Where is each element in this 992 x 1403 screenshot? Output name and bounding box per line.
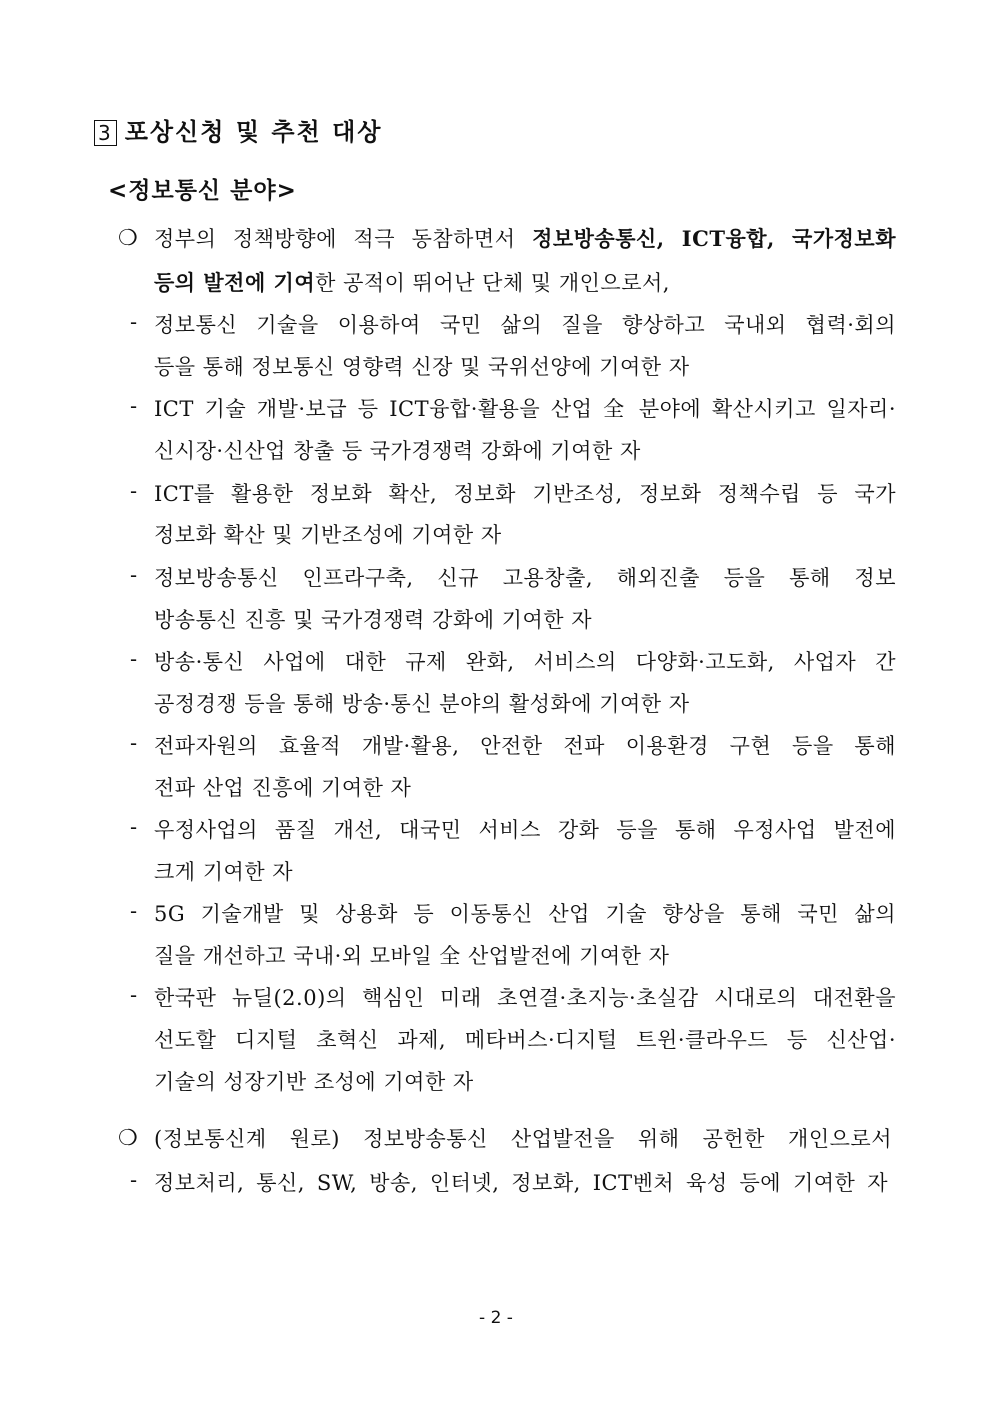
- bullet1-bold-c: 등의 발전에 기여: [154, 270, 316, 295]
- circle-bullet-icon: ❍: [118, 1126, 138, 1151]
- bullet1-line2: [154, 268, 670, 298]
- dash-marker: -: [130, 983, 138, 1007]
- dash-marker: -: [130, 899, 138, 923]
- item-line: 정보화 확산 및 기반조성에 기여한 자: [154, 523, 502, 547]
- item-line: 우정사업의 품질 개선, 대국민 서비스 강화 등을 통해 우정사업 발전에: [154, 818, 896, 842]
- dash-marker: -: [130, 479, 138, 503]
- item-line: 방송·통신 사업에 대한 규제 완화, 서비스의 다양화·고도화, 사업자 간: [154, 650, 896, 674]
- item-line: ICT 기술 개발·보급 등 ICT융합·활용을 산업 全 분야에 확산시키고 일자리·: [154, 397, 896, 421]
- bullet1-text-a: 정부의 정책방향에 적극 동참하면서: [154, 227, 533, 251]
- bullet1-text-d: 한 공적이 뛰어난 단체 및 개인으로서,: [315, 271, 670, 295]
- item-line: 신시장·신산업 창출 등 국가경쟁력 강화에 기여한 자: [154, 439, 641, 463]
- page-number: - 2 -: [479, 1308, 513, 1328]
- item-line: 선도할 디지털 초혁신 과제, 메타버스·디지털 트윈·클라우드 등 신산업·: [154, 1028, 896, 1052]
- item-line: 방송통신 진흥 및 국가경쟁력 강화에 기여한 자: [154, 608, 592, 632]
- dash-marker: -: [130, 815, 138, 839]
- item-line: 전파자원의 효율적 개발·활용, 안전한 전파 이용환경 구현 등을 통해: [154, 734, 896, 758]
- bullet1-line1: [154, 224, 896, 254]
- item-line: 기술의 성장기반 조성에 기여한 자: [154, 1070, 474, 1094]
- item-line: 질을 개선하고 국내·외 모바일 全 산업발전에 기여한 자: [154, 944, 670, 968]
- subsection-title: <정보통신 분야>: [108, 178, 297, 204]
- section-number-box: 3: [94, 120, 117, 146]
- item-line: 한국판 뉴딜(2.0)의 핵심인 미래 초연결·초지능·초실감 시대로의 대전환을: [154, 986, 896, 1010]
- section-title: 포상신청 및 추천 대상: [124, 118, 383, 146]
- dash-marker: -: [130, 647, 138, 671]
- item-line: 크게 기여한 자: [154, 860, 294, 884]
- item-line: ICT를 활용한 정보화 확산, 정보화 기반조성, 정보화 정책수립 등 국가: [154, 482, 896, 506]
- item-line: 정보방송통신 인프라구축, 신규 고용창출, 해외진출 등을 통해 정보: [154, 566, 896, 590]
- item-line: 정보통신 기술을 이용하여 국민 삶의 질을 향상하고 국내외 협력·회의: [154, 313, 896, 337]
- item-line: 등을 통해 정보통신 영향력 신장 및 국위선양에 기여한 자: [154, 355, 690, 379]
- item-line: 전파 산업 진흥에 기여한 자: [154, 776, 412, 800]
- dash-marker: -: [130, 731, 138, 755]
- bullet1-bold-b: 정보방송통신, ICT융합, 국가정보화: [532, 226, 896, 251]
- dash-marker: -: [130, 310, 138, 334]
- section-heading: [94, 112, 382, 147]
- dash-marker: -: [130, 1168, 138, 1192]
- bullet2-sub-line: 정보처리, 통신, SW, 방송, 인터넷, 정보화, ICT벤처 육성 등에 기여한 자: [154, 1171, 888, 1195]
- item-line: 5G 기술개발 및 상용화 등 이동통신 산업 기술 향상을 통해 국민 삶의: [154, 902, 896, 926]
- dash-marker: -: [130, 563, 138, 587]
- circle-bullet-icon: ❍: [118, 226, 138, 251]
- bullet2-line: (정보통신계 원로) 정보방송통신 산업발전을 위해 공헌한 개인으로서: [154, 1127, 892, 1151]
- dash-marker: -: [130, 394, 138, 418]
- item-line: 공정경쟁 등을 통해 방송·통신 분야의 활성화에 기여한 자: [154, 692, 690, 716]
